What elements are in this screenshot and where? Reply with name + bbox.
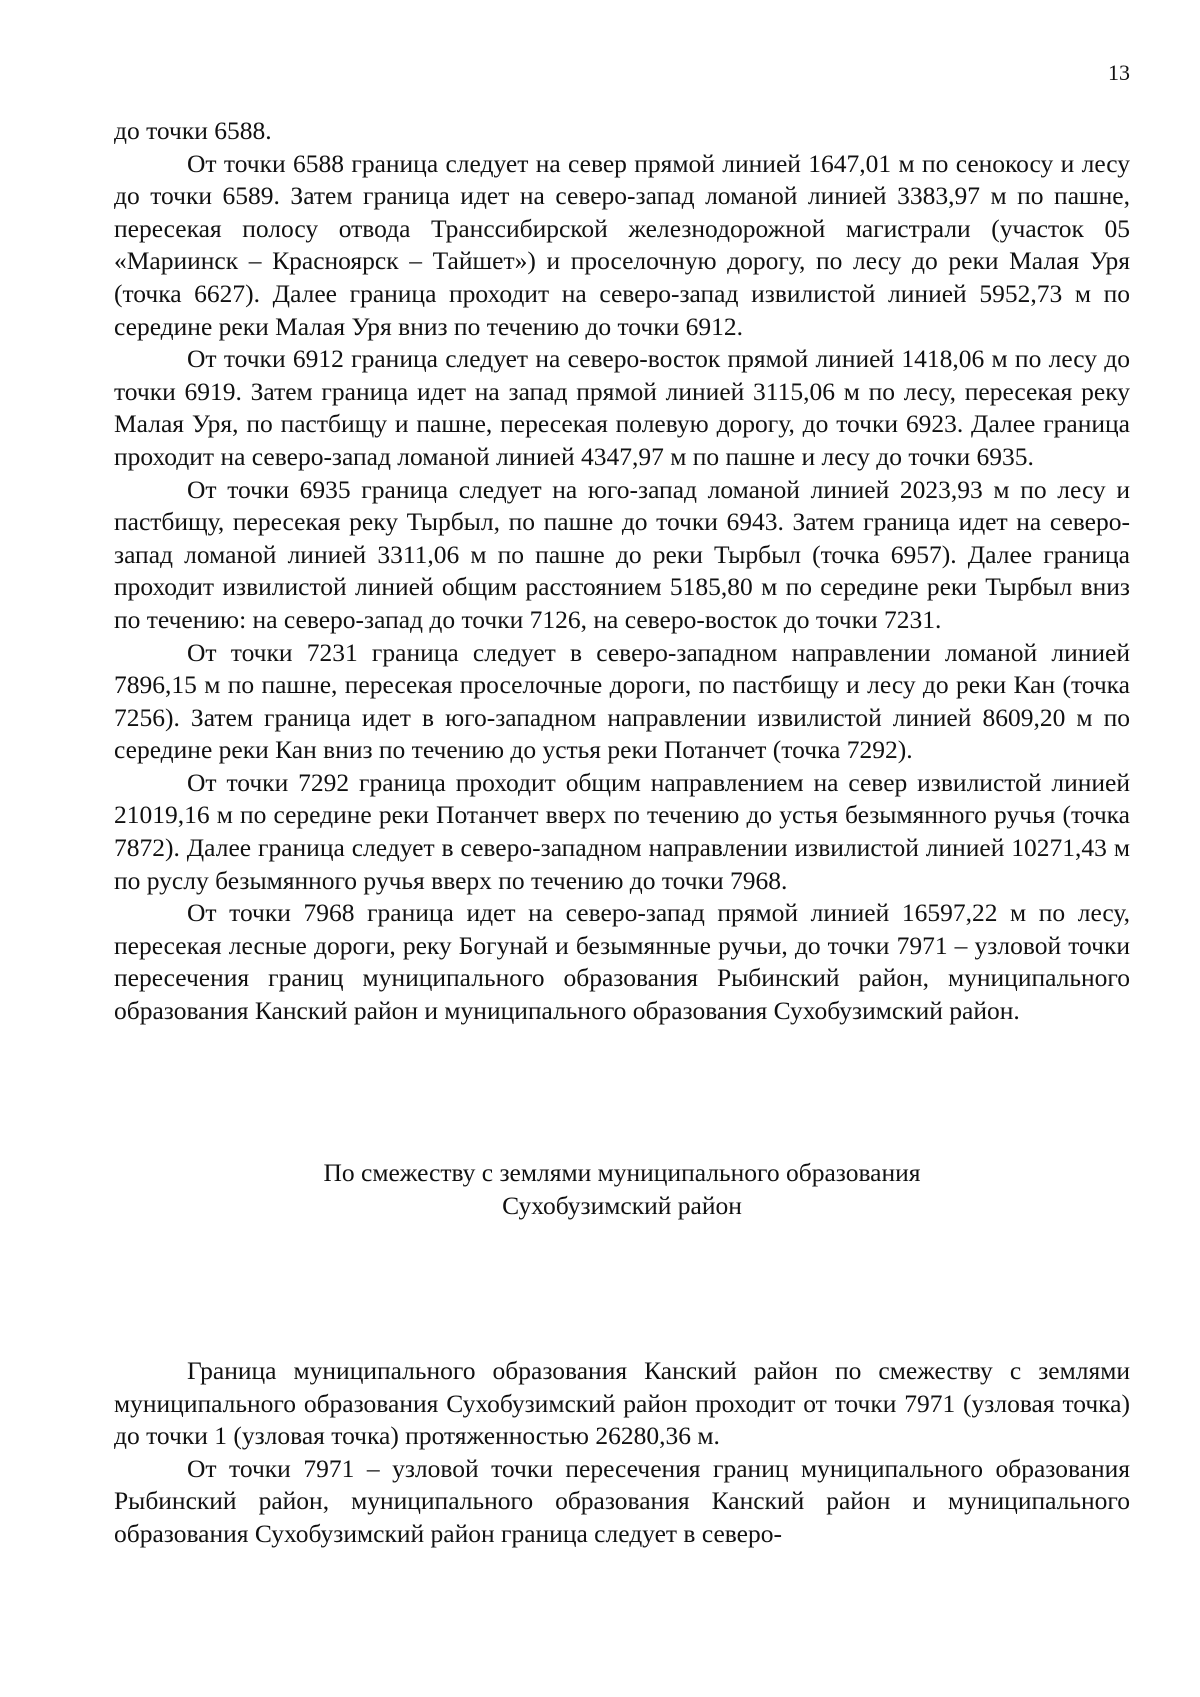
section-heading-line-2: Сухобузимский район — [502, 1190, 742, 1220]
paragraph-point-6912: От точки 6912 граница следует на северо-восток прямой линией 1418,06 м по лесу до точки 6919. Затем граница идет на запад прямой линией 3115,06 м по лесу, пересекая реку Малая Уря, по пастбищу и пашне, пересекая полевую дорогу, до точки 6923. Далее граница проходит на северо-запад ломаной линией 4347,97 м по пашне и лесу до точки 6935. — [114, 344, 1130, 471]
paragraph-point-7231: От точки 7231 граница следует в северо-западном направлении ломаной линией 7896,15 м по пашне, пересекая проселочные дороги, по пастбищу и лесу до реки Кан (точка 7256). Затем граница идет в юго-западном направлении извилистой линией 8609,20 м по середине реки Кан вниз по течению до устья реки Потанчет (точка 7292). — [114, 637, 1130, 765]
paragraph-point-7968: От точки 7968 граница идет на северо-запад прямой линией 16597,22 м по лесу, пересекая лесные дороги, реку Богунай и безымянные ручьи, до точки 7971 – узловой точки пересечения границ муниципального образования Рыбинский район, муниципального образования Канский район и муниципального образования Сухобузимский район. — [114, 898, 1130, 1026]
sukhobuzimsky-boundary-section — [114, 1355, 1130, 1551]
page-number: 13 — [1108, 60, 1130, 85]
section-heading-line-1: По смежеству с землями муниципального образования — [323, 1158, 921, 1187]
paragraph-continuation: до точки 6588. — [114, 116, 272, 145]
paragraph-point-7971: От точки 7971 – узловой точки пересечения границ муниципального образования Рыбинский район, муниципального образования Канский район и муниципального образования Сухобузимский район граница следует в северо- — [114, 1453, 1130, 1548]
paragraph-point-7292: От точки 7292 граница проходит общим направлением на север извилистой линией 21019,16 м по середине реки Потанчет вверх по течению до устья безымянного ручья (точка 7872). Далее граница следует в северо-западном направлении извилистой линией 10271,43 м по руслу безымянного ручья вверх по течению до точки 7968. — [114, 767, 1130, 895]
paragraph-boundary-summary: Граница муниципального образования Канский район по смежеству с землями муниципального образования Сухобузимский район проходит от точки 7971 (узловая точка) до точки 1 (узловая точка) протяженностью 26280,36 м. — [114, 1356, 1130, 1451]
paragraph-point-6935: От точки 6935 граница следует на юго-запад ломаной линией 2023,93 м по лесу и пастбищу, пересекая реку Тырбыл, по пашне до точки 6943. Затем граница идет на северо-запад ломаной линией 3311,06 м по пашне до реки Тырбыл (точка 6957). Далее граница проходит извилистой линией общим расстоянием 5185,80 м по середине реки Тырбыл вниз по течению: на северо-запад до точки 7126, на северо-восток до точки 7231. — [114, 474, 1130, 634]
paragraph-point-6588: От точки 6588 граница следует на север прямой линией 1647,01 м по сенокосу и лесу до точки 6589. Затем граница идет на северо-запад ломаной линией 3383,97 м по пашне, пересекая полосу отвода Транссибирской железнодорожной магистрали (участок 05 «Мариинск – Красноярск – Тайшет») и проселочную дорогу, по лесу до реки Малая Уря (точка 6627). Далее граница проходит на северо-запад извилистой линией 5952,73 м по середине реки Малая Уря вниз по течению до точки 6912. — [114, 148, 1130, 341]
boundary-description-section — [114, 115, 1130, 1028]
section-heading — [114, 1157, 1130, 1222]
